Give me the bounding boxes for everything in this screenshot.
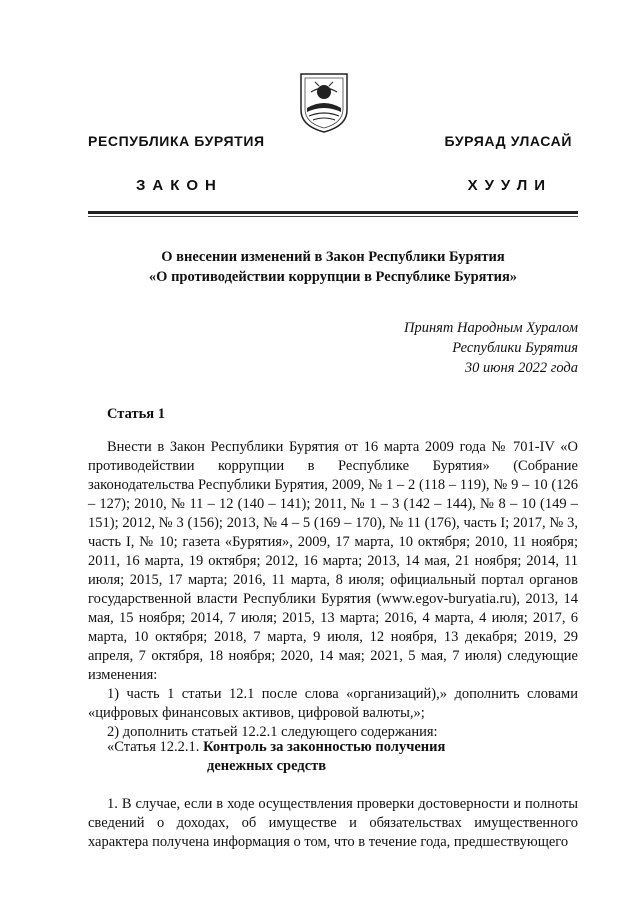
header-divider-thick <box>88 211 578 214</box>
document-title-line-2: «О противодействии коррупции в Республике Бурятия» <box>148 269 518 285</box>
article-heading: Статья 1 <box>107 406 165 422</box>
republic-name-russian: РЕСПУБЛИКА БУРЯТИЯ <box>88 133 265 149</box>
new-article-body <box>88 795 578 852</box>
coat-of-arms-emblem <box>297 70 351 134</box>
adoption-note <box>404 318 578 378</box>
new-article-heading <box>107 738 577 776</box>
adoption-note-line-1: Принят Народным Хуралом <box>403 320 578 336</box>
new-article-prefix: «Статья 12.2.1. <box>107 739 204 755</box>
new-article-title-line-2: денежных средств <box>207 758 327 774</box>
new-article-paragraph-1: 1. В случае, если в ходе осуществления проверки достоверности и полноты сведений о доходах, об имуществе и обязательствах имущественного характера получена информация о том, что в течение года, предшествующего <box>88 796 578 850</box>
new-article-title-line-1: Контроль за законностью получения <box>203 739 446 755</box>
article-body <box>88 438 578 742</box>
header-divider-thin <box>88 216 578 217</box>
law-label-russian: ЗАКОН <box>136 177 223 194</box>
amendment-item-1: 1) часть 1 статьи 12.1 после слова «организаций),» дополнить словами «цифровых финансовых активов, цифровой валюты,»; <box>88 686 578 721</box>
adoption-date: 30 июня 2022 года <box>464 360 578 376</box>
law-label-buryat: ХУУЛИ <box>467 177 552 194</box>
adoption-note-line-2: Республики Бурятия <box>452 340 578 356</box>
document-title-line-1: О внесении изменений в Закон Республики Бурятия <box>161 249 505 265</box>
document-title <box>88 247 578 287</box>
amendment-item-2: 2) дополнить статьей 12.2.1 следующего содержания: <box>107 724 438 740</box>
republic-name-buryat: БУРЯАД УЛАСАЙ <box>444 133 572 149</box>
article-intro-paragraph: Внести в Закон Республики Бурятия от 16 марта 2009 года № 701-IV «О противодействии коррупции в Республике Бурятия» (Собрание законодательства Республики Бурятия, 2009, № 1 – 2 (118 – 119), № 9 – 10 (126 – 127); 2010, № 11 – 12 (140 – 141); 2011, № 1 – 3 (142 – 144), № 8 – 10 (149 – 151); 2012, № 3 (156); 2013, № 4 – 5 (169 – 170), № 11 (176), часть I; 2017, № 3, часть I, № 10; газета «Бурятия», 2009, 17 марта, 10 октября; 2010, 11 ноября; 2011, 16 марта, 19 октября; 2012, 16 марта; 2013, 14 мая, 21 ноября; 2014, 11 июля; 2015, 17 марта; 2016, 11 марта, 8 июля; официальный портал органов государственной власти Республики Бурятия (www.egov-buryatia.ru), 2013, 14 мая, 15 ноября; 2014, 7 июля; 2015, 13 марта; 2016, 4 марта, 4 июля; 2017, 6 марта, 10 октября; 2018, 7 марта, 9 июля, 12 ноября, 13 декабря; 2019, 29 апреля, 7 октября, 18 ноября; 2020, 14 мая; 2021, 5 мая, 7 июля) следующие изменения: <box>88 439 578 683</box>
